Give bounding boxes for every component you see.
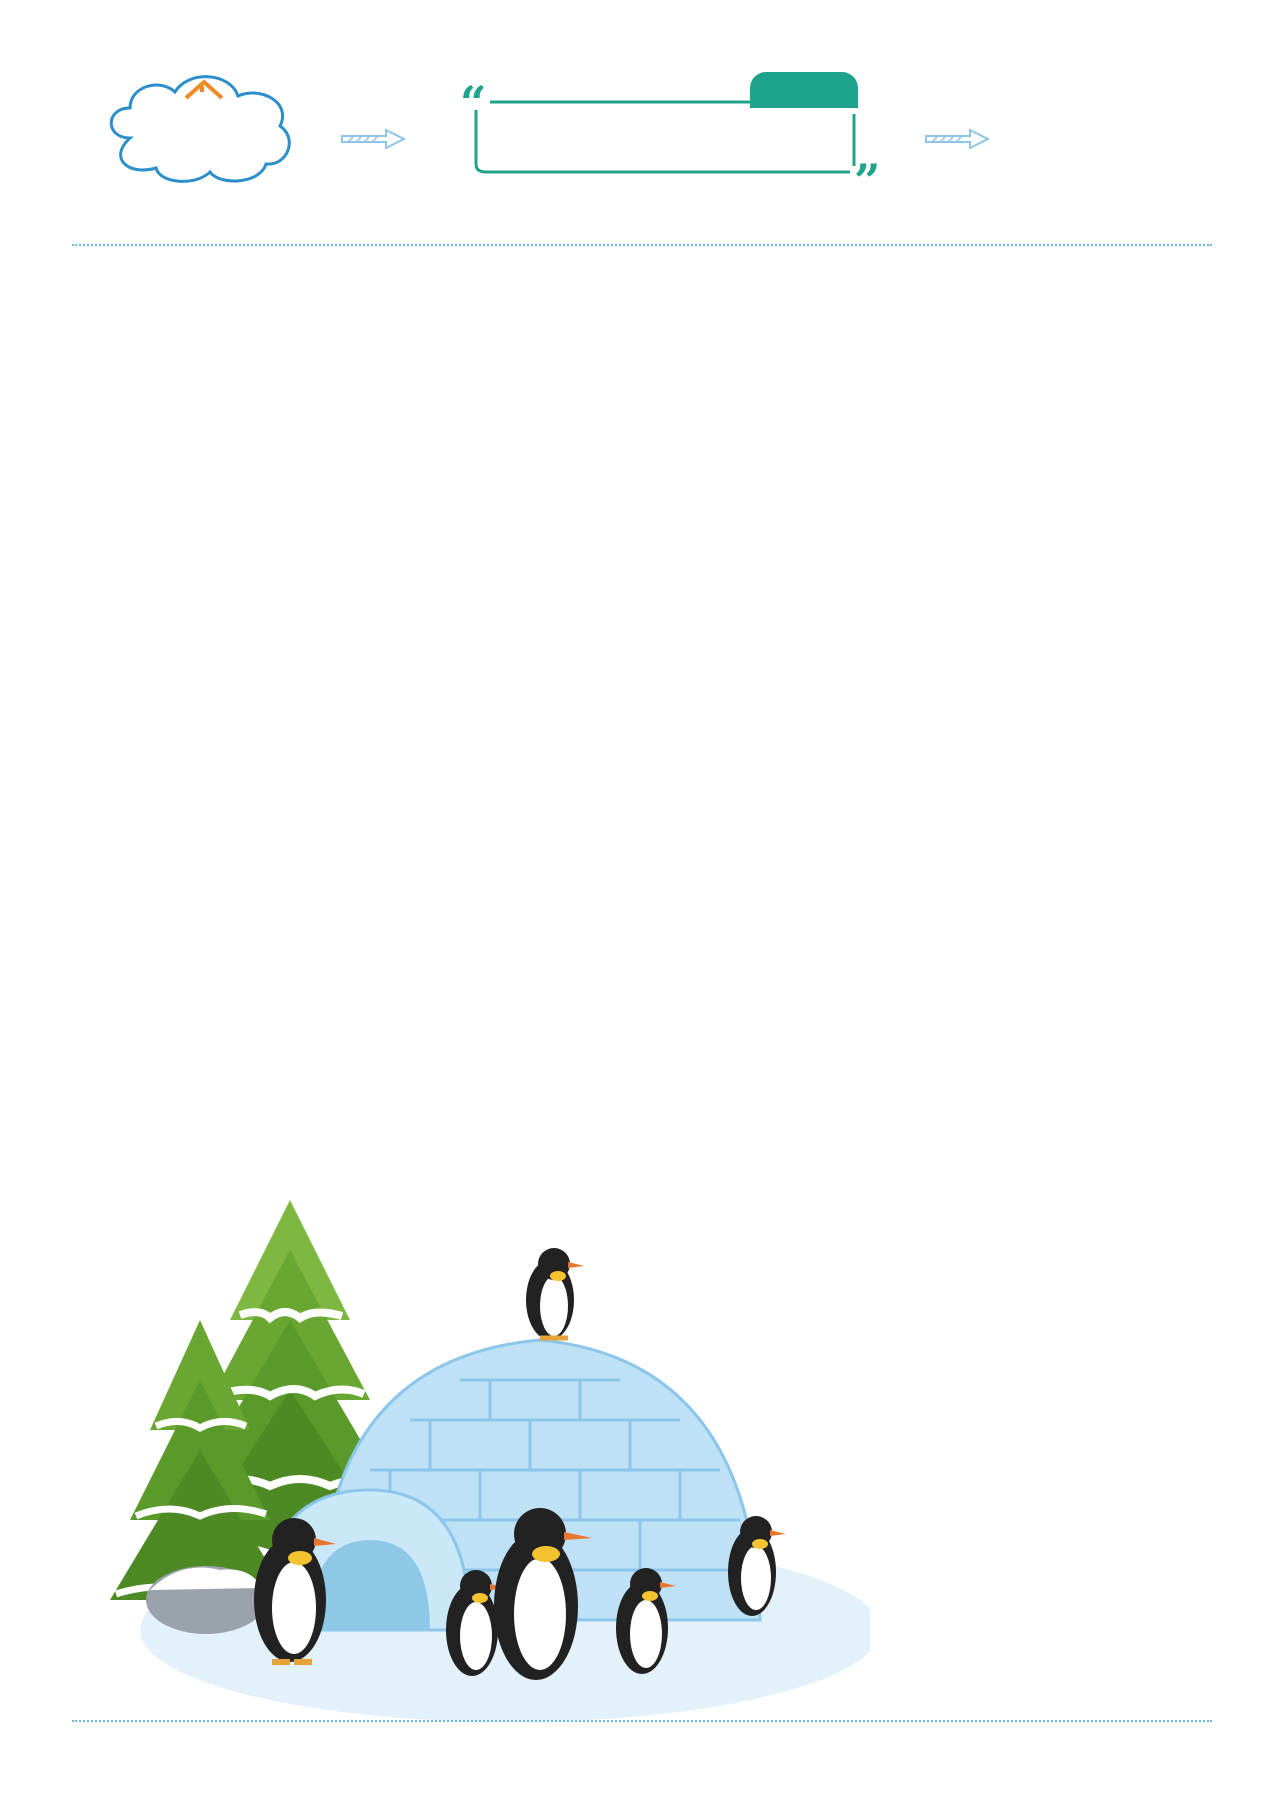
header-divider	[72, 244, 1212, 246]
arrow-right-icon	[340, 128, 406, 150]
footprint-border-right	[1168, 340, 1208, 1690]
quote-open-icon: “	[460, 76, 487, 130]
igloo-penguins-illustration	[110, 1190, 870, 1730]
grade-badge	[750, 72, 858, 108]
arrow-right-icon	[924, 128, 990, 150]
cloud-logo-shape	[100, 68, 300, 190]
penguin-icon	[526, 1248, 584, 1340]
quote-close-icon: ”	[854, 154, 881, 208]
footer-divider	[72, 1720, 1212, 1722]
footprint-border-top	[100, 282, 1200, 312]
brand-logo	[100, 68, 300, 190]
